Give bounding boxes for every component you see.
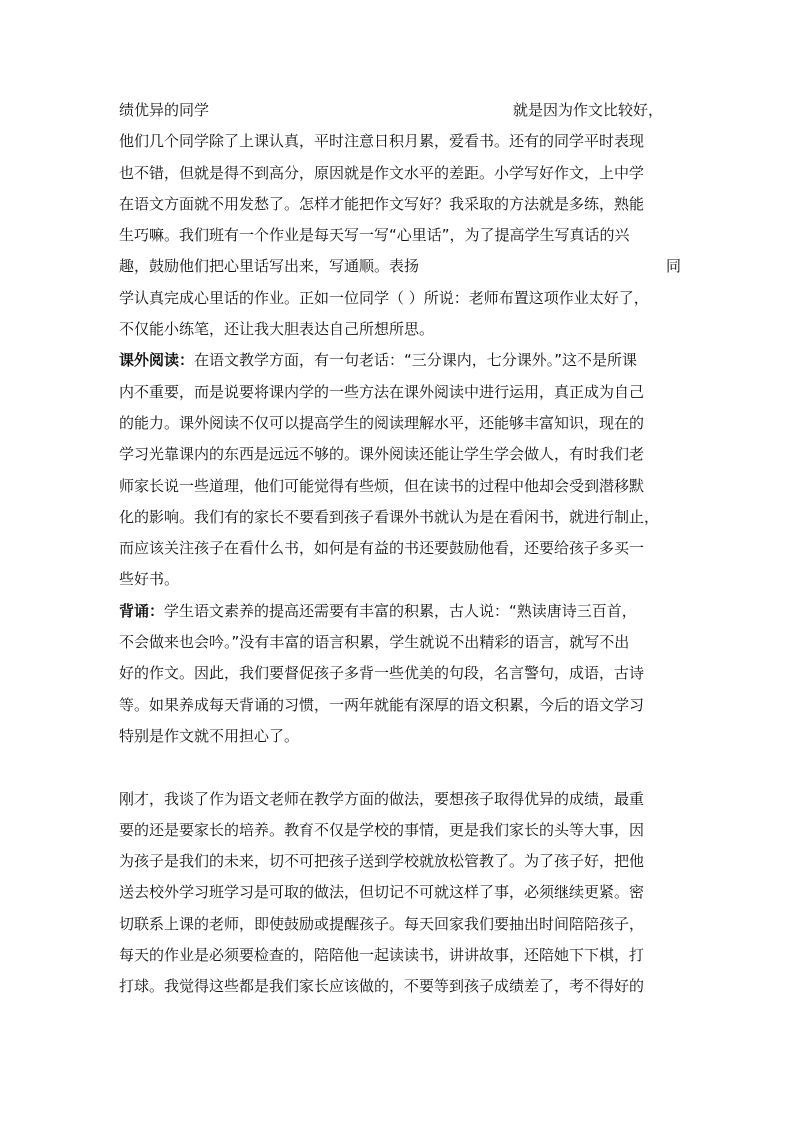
paragraph-spacer	[119, 752, 681, 783]
text-line: 为孩子是我们的未来，切不可把孩子送到学校就放松管教了。为了孩子好，把他	[119, 852, 645, 871]
section-heading: 课外阅读：	[119, 351, 195, 370]
text-line: 而应该关注孩子在看什么书，如何是有益的书还要鼓励他看，还要给孩子多买一	[119, 539, 645, 558]
text-line: 也不错，但就是得不到高分，原因就是作文水平的差距。小学写好作文，上中学	[119, 163, 645, 182]
text-line	[119, 95, 681, 126]
paragraph-composition	[119, 95, 681, 345]
text-line: 些好书。	[119, 570, 180, 589]
text-line: 特别是作文就不用担心了。	[119, 726, 300, 745]
text-line: 刚才，我谈了作为语文老师在教学方面的做法，要想孩子取得优异的成绩，最重	[119, 789, 645, 808]
paragraph-recitation	[119, 596, 681, 752]
text-line: 切联系上课的老师，即使鼓励或提醒孩子。每天回家我们要抽出时间陪陪孩子，	[119, 914, 645, 933]
text-line: 不仅能小练笔，还让我大胆表达自己所想所思。	[119, 320, 435, 339]
text-segment: 趣，鼓励他们把心里话写出来，写通顺。表扬	[119, 257, 420, 276]
text-line: 在语文方面就不用发愁了。怎样才能把作文写好？我采取的方法就是多练，熟能	[119, 194, 645, 213]
text-line: 的能力。课外阅读不仅可以提高学生的阅读理解水平，还能够丰富知识，现在的	[119, 413, 645, 432]
document-page	[119, 95, 681, 1003]
text-line: 好的作文。因此，我们要督促孩子多背一些优美的句段，名言警句，成语，古诗	[119, 664, 645, 683]
text-line: 打球。我觉得这些都是我们家长应该做的，不要等到孩子成绩差了，考不得好的	[119, 977, 645, 996]
text-line: 要的还是要家长的培养。教育不仅是学校的事情，更是我们家长的头等大事，因	[119, 820, 645, 839]
text-line: 等。如果养成每天背诵的习惯，一两年就能有深厚的语文积累，今后的语文学习	[119, 695, 645, 714]
text-line	[119, 596, 681, 627]
text-segment: 在语文教学方面，有一句老话：“三分课内，七分课外。”这不是所课	[194, 351, 638, 370]
text-line	[119, 251, 681, 282]
text-line: 师家长说一些道理，他们可能觉得有些烦，但在读书的过程中他却会受到潜移默	[119, 476, 645, 495]
paragraph-parents-role	[119, 784, 681, 1003]
text-line: 学认真完成心里话的作业。正如一位同学（ ）所说：老师布置这项作业太好了，	[119, 288, 649, 307]
text-line: 化的影响。我们有的家长不要看到孩子看课外书就认为是在看闲书，就进行制止，	[119, 507, 660, 526]
text-segment: 绩优异的同学	[119, 101, 210, 119]
text-line: 学习光靠课内的东西是远远不够的。课外阅读还能让学生学会做人，有时我们老	[119, 445, 645, 464]
text-line: 不会做来也会吟。”没有丰富的语言积累，学生就说不出精彩的语言，就写不出	[119, 633, 630, 652]
text-line: 内不重要，而是说要将课内学的一些方法在课外阅读中进行运用，真正成为自己	[119, 382, 645, 401]
text-line: 他们几个同学除了上课认真，平时注意日积月累，爱看书。还有的同学平时表现	[119, 132, 645, 151]
text-line: 生巧嘛。我们班有一个作业是每天写一写“心里话”，为了提高学生写真话的兴	[119, 226, 630, 245]
text-line: 送去校外学习班学习是可取的做法，但切记不可就这样了事，必须继续更紧。密	[119, 883, 645, 902]
paragraph-extracurricular-reading	[119, 345, 681, 595]
section-heading: 背诵：	[119, 601, 165, 620]
text-segment: 同	[665, 257, 681, 276]
text-segment: 学生语文素养的提高还需要有丰富的积累，古人说：“熟读唐诗三百首，	[164, 601, 637, 620]
text-segment: 就是因为作文比较好，	[513, 101, 664, 119]
text-line: 每天的作业是必须要检查的，陪陪他一起读读书，讲讲故事，还陪她下下棋，打	[119, 946, 645, 965]
text-line	[119, 345, 681, 376]
